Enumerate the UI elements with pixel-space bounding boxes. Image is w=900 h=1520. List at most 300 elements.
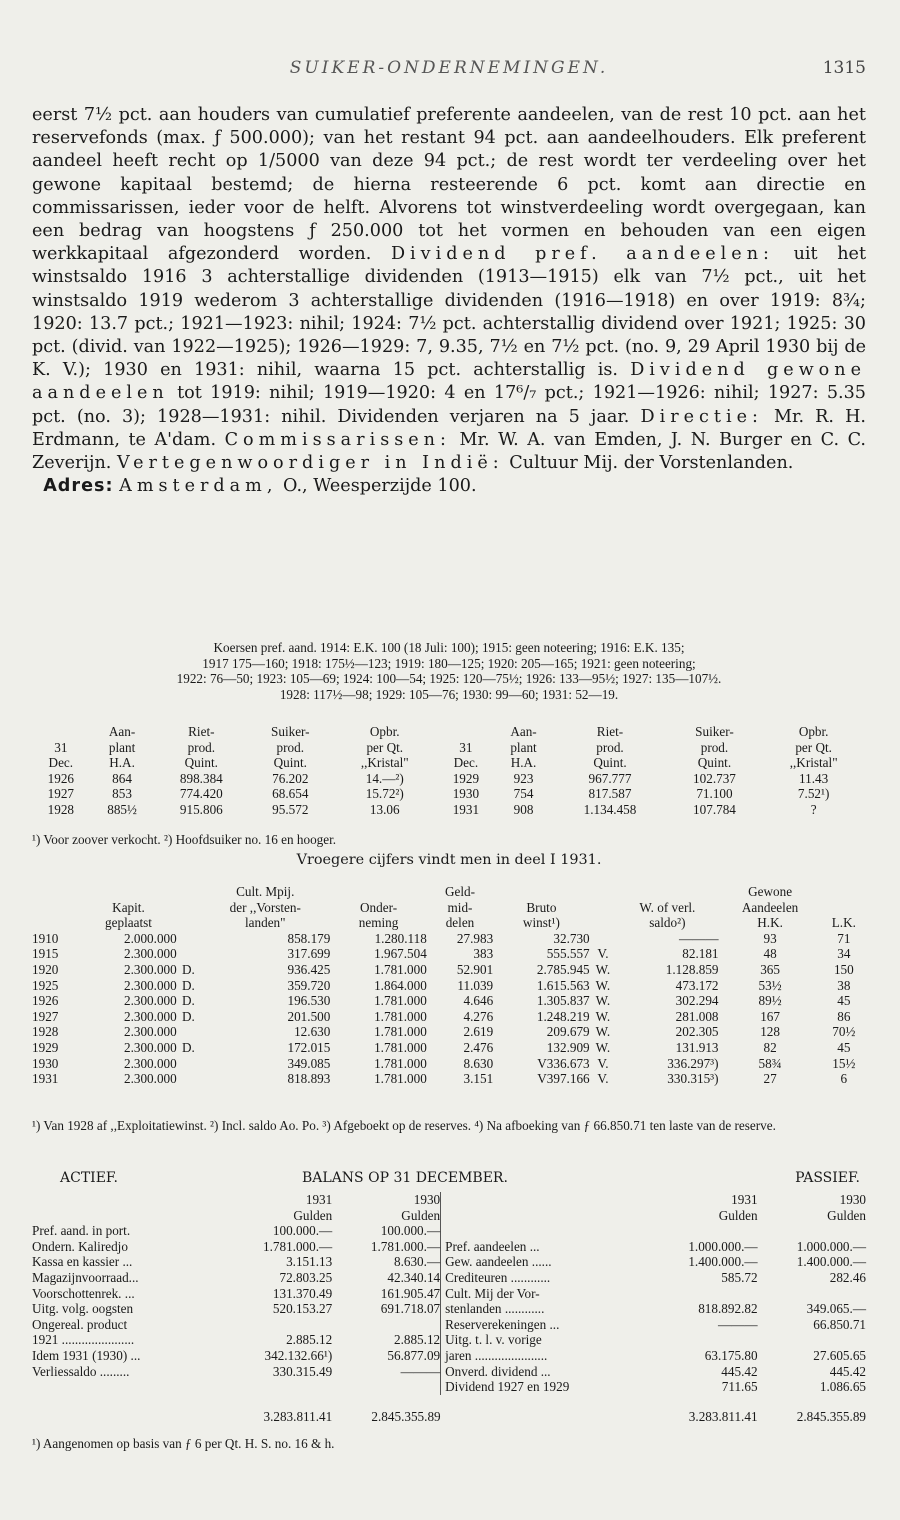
financial-row	[32, 1056, 866, 1072]
balance-row	[32, 1348, 866, 1364]
production-header-cell: prod.	[276, 739, 305, 755]
financial-cell: V.	[597, 1071, 609, 1087]
financial-cell: 858.179	[287, 930, 331, 946]
actief-value-1930: 56.877.09	[387, 1347, 441, 1363]
div-gew-label: Dividend gewone aandeelen	[32, 360, 867, 404]
financial-cell: ———	[678, 930, 719, 946]
actief-value-1930: 42.340.14	[387, 1269, 441, 1285]
actief-total-1931: 3.283.811.41	[263, 1408, 333, 1424]
actief-value-1930: 691.718.07	[380, 1301, 441, 1317]
year-label: 1931	[305, 1192, 333, 1207]
financial-header-cell	[32, 884, 80, 900]
financial-cell: 473.172	[675, 977, 719, 993]
actief-value-1930: 100.000.—	[380, 1223, 441, 1239]
financial-cell: 2.000.000	[123, 930, 177, 946]
year-label: 1930	[839, 1192, 866, 1207]
financial-cell: 1.864.000	[374, 977, 427, 993]
production-row	[32, 802, 866, 818]
page-number: 1315	[822, 58, 866, 78]
passief-value-1931: 818.892.82	[698, 1301, 758, 1317]
production-footnote: ¹) Voor zoover verkocht. ²) Hoofdsuiker no. 16 en hooger.	[32, 832, 337, 847]
financial-cell: 2.300.000	[123, 1024, 177, 1040]
production-header-cell: Suiker-	[695, 724, 734, 739]
passief-total-1931: 3.283.811.41	[688, 1408, 758, 1424]
financial-cell: 2.300.000	[123, 1071, 177, 1087]
actief-item: Voorschottenrek. ...	[32, 1285, 135, 1301]
financial-cell: 1.248.219	[536, 1008, 590, 1024]
production-cell: 898.384	[179, 770, 223, 786]
financial-header-cell	[616, 884, 718, 900]
balance-sheet	[32, 1192, 866, 1424]
production-cell: 7.52¹)	[797, 786, 830, 802]
financial-cell: 38	[837, 977, 851, 993]
financial-row	[32, 946, 866, 962]
financial-cell: 1.781.000	[374, 1039, 427, 1055]
financial-cell: 71	[837, 930, 851, 946]
koersen-line: 1917 175—160; 1918: 175½—123; 1919: 180—125; 1920: 205—165; 1921: geen noteering;	[202, 655, 696, 671]
financial-header-cell: neming	[358, 915, 399, 931]
financial-cell: 1.128.859	[665, 961, 719, 977]
production-cell: 1929	[452, 770, 480, 786]
production-cell: 1926	[47, 770, 74, 786]
financial-row	[32, 962, 866, 978]
financial-cell: 2.785.945	[536, 961, 590, 977]
financial-cell	[177, 946, 200, 962]
financial-cell: 2.300.000	[123, 1008, 177, 1024]
financial-row	[32, 1071, 866, 1087]
actief-value-1931: 3.151.13	[286, 1254, 333, 1270]
financial-cell: V336.673	[537, 1055, 590, 1071]
financial-header-cell	[590, 915, 617, 931]
passief-item: Cult. Mij der Vor-	[441, 1286, 650, 1302]
balance-row	[32, 1270, 866, 1286]
financial-cell: 1925	[32, 977, 59, 993]
passief-value-1930	[758, 1332, 866, 1348]
production-header-cell: Riet-	[188, 724, 215, 739]
financial-header-cell: geplaatst	[105, 915, 152, 931]
production-cell: 1931	[452, 801, 480, 817]
financial-cell: 1.967.504	[374, 946, 427, 962]
actief-value-1931: 131.370.49	[272, 1285, 333, 1301]
actief-value-1930: 8.630.—	[393, 1254, 441, 1270]
financial-row	[32, 1040, 866, 1056]
financial-header-row	[32, 884, 866, 900]
financial-cell: 202.305	[675, 1024, 719, 1040]
financial-header-cell: W. of verl.	[639, 899, 696, 915]
financial-header-cell	[822, 884, 866, 900]
financial-cell	[590, 931, 617, 947]
financial-header-cell: L.K.	[831, 915, 856, 931]
financial-cell: 167	[760, 1008, 780, 1024]
financial-header-row	[32, 915, 866, 931]
financial-cell: 27	[763, 1071, 777, 1087]
adres-city: Amsterdam,	[119, 476, 278, 497]
commissarissen-text: Mr. W. A. van Emden, J. N. Burger en C. C. Zeverijn.	[32, 429, 867, 474]
production-header-cell: plant	[108, 739, 136, 755]
production-cell: 774.420	[179, 786, 223, 802]
koersen-line: 1922: 76—50; 1923: 105—69; 1924: 100—54; 1925: 120—75½; 1926: 133—95½; 1927: 135—107½.	[176, 671, 722, 687]
financial-header-cell: Bruto	[526, 899, 557, 915]
production-header-cell	[437, 724, 495, 740]
production-header-cell: Opbr.	[798, 724, 829, 739]
adres-line	[32, 475, 866, 498]
production-header-cell: Dec.	[48, 755, 74, 771]
financial-cell: 349.085	[287, 1055, 331, 1071]
passief-item: Reserverekeningen ...	[441, 1317, 650, 1333]
passief-value-1931: 1.000.000.—	[688, 1238, 758, 1254]
financial-cell: 2.300.000	[123, 977, 177, 993]
financial-cell: V.	[597, 1055, 609, 1071]
production-header-cell: 31	[459, 739, 473, 755]
production-cell: 1927	[47, 786, 74, 802]
financial-cell: 936.425	[287, 961, 331, 977]
actief-value-1931: 72.803.25	[279, 1269, 333, 1285]
passief-value-1930: 1.086.65	[819, 1379, 866, 1395]
financial-cell: W.	[595, 1024, 611, 1040]
balance-year-row	[32, 1192, 866, 1208]
financial-cell: 58¾	[758, 1055, 782, 1071]
verjaren-text: Dividenden verjaren na 5 jaar.	[337, 406, 630, 427]
financial-cell: W.	[595, 1008, 611, 1024]
financial-cell: 365	[760, 961, 780, 977]
financial-header-cell: mid-	[447, 899, 473, 915]
financial-cell: D.	[182, 977, 195, 993]
financial-row	[32, 931, 866, 947]
passief-value-1931: 585.72	[721, 1269, 758, 1285]
financial-header-cell	[177, 884, 200, 900]
balance-unit-row	[32, 1208, 866, 1224]
financial-header-cell: Gewone	[748, 884, 793, 899]
financial-cell: 1926	[32, 993, 59, 1009]
production-header-cell	[32, 724, 90, 740]
financial-cell: 1910	[32, 930, 59, 946]
financial-cell: 2.300.000	[123, 961, 177, 977]
actief-value-1931	[224, 1317, 332, 1333]
actief-value-1930: 1.781.000.—	[370, 1238, 441, 1254]
financial-header-cell: winst¹)	[522, 915, 560, 931]
production-header-row	[32, 755, 866, 771]
balance-row	[32, 1223, 866, 1239]
financial-cell: 1915	[32, 946, 59, 962]
statute-paragraph	[32, 104, 866, 475]
production-header-cell: Quint.	[593, 755, 627, 771]
production-cell: 15.72²)	[365, 786, 404, 802]
production-cell: 864	[112, 770, 132, 786]
actief-item: Magazijnvoorraad...	[32, 1269, 139, 1285]
financial-cell	[177, 1071, 200, 1087]
actief-value-1931: 520.153.27	[272, 1301, 333, 1317]
financial-cell: 2.300.000	[123, 1055, 177, 1071]
passief-item: Uitg. t. l. v. vorige	[441, 1332, 650, 1348]
financial-header-cell: delen	[445, 915, 475, 931]
financial-cell: D.	[182, 961, 195, 977]
actief-value-1930: ———	[400, 1363, 441, 1379]
year-label: 1930	[413, 1192, 441, 1207]
financial-cell: 48	[763, 946, 777, 962]
financial-cell: 1.305.837	[536, 993, 590, 1009]
passief-value-1930: 282.46	[829, 1269, 866, 1285]
financial-cell: 82.181	[682, 946, 719, 962]
production-header-cell: Suiker-	[271, 724, 310, 739]
financial-footnote: ¹) Van 1928 af ,,Exploitatiewinst. ²) Incl. saldo Ao. Po. ³) Afgeboekt op de reserves. ⁴) Na afboeking van ƒ 66.850.71 ten laste van de reserve.	[32, 1118, 776, 1133]
passief-item: Onverd. dividend ...	[441, 1364, 650, 1380]
vertegenwoordiger-label: Vertegenwoordiger in Indië:	[117, 453, 504, 474]
actief-value-1931: 2.885.12	[286, 1332, 333, 1348]
passief-value-1931	[649, 1286, 757, 1302]
passief-value-1931: ———	[717, 1316, 758, 1332]
financial-header-cell: Geld-	[444, 884, 475, 899]
financial-cell: 82	[763, 1039, 777, 1055]
actief-total-1930: 2.845.355.89	[371, 1408, 441, 1424]
financial-cell	[177, 931, 200, 947]
running-title: SUIKER-ONDERNEMINGEN.	[289, 58, 609, 78]
production-cell: 68.654	[272, 786, 309, 802]
koersen-block	[32, 640, 866, 702]
financial-cell: 383	[473, 946, 494, 962]
actief-item: Verliessaldo .........	[32, 1363, 130, 1379]
div-pref-text: uit het winstsaldo 1916 3 achterstallige dividenden (1913—1915) elk van 7½ pct., uit het winstsaldo 1919 wederom 3 achterstallige dividenden (1916—1918) en over 1919: 8¾; 1920: 13.7 pct.; 1921—1923: nihil; 1924: 7½ pct. achterstallig dividend over 1921; 1925: 30 pct. (divid. van 1922—1925); 1926—1929: 7, 9.35, 7½ en 7½ pct. (no. 9, 29 April 1930 bij de K. V.); 1930 en 1931: nihil, waarna 15 pct. achterstallig is.	[32, 244, 867, 381]
financial-cell	[177, 1024, 200, 1040]
actief-value-1930: 2.885.12	[393, 1332, 441, 1348]
spacer-cell	[441, 1395, 650, 1425]
passief-value-1930	[758, 1223, 866, 1239]
financial-cell: 53½	[758, 977, 782, 993]
production-header-cell: ,,Kristal"	[789, 755, 838, 771]
financial-cell: 281.008	[675, 1008, 719, 1024]
production-header-cell: prod.	[187, 739, 216, 755]
financial-header-cell	[32, 900, 80, 916]
actief-value-1931: 330.315.49	[272, 1363, 333, 1379]
financial-header-cell: Aandeelen	[741, 899, 799, 915]
koersen-line: 1928: 117½—98; 1929: 105—76; 1930: 99—60; 1931: 52—19.	[279, 686, 619, 702]
passief-title: PASSIEF.	[795, 1170, 860, 1186]
actief-value-1930: 161.905.47	[380, 1285, 441, 1301]
financial-cell: 131.913	[675, 1039, 719, 1055]
financial-cell: 132.909	[546, 1039, 590, 1055]
financial-cell: W.	[595, 1039, 611, 1055]
production-cell: 1930	[452, 786, 480, 802]
production-row	[32, 771, 866, 787]
financial-header-cell: der ,,Vorsten-	[229, 899, 301, 915]
financial-cell: 12.630	[294, 1024, 331, 1040]
financial-header-cell	[32, 915, 80, 931]
production-table	[32, 724, 866, 818]
passief-item: Pref. aandeelen ...	[441, 1239, 650, 1255]
balance-row	[32, 1332, 866, 1348]
financial-cell: 201.500	[287, 1008, 331, 1024]
balance-row	[32, 1286, 866, 1302]
passief-value-1930	[758, 1286, 866, 1302]
financial-cell: 1.781.000	[374, 961, 427, 977]
production-header-row	[32, 740, 866, 756]
production-cell: 885½	[107, 801, 137, 817]
financial-cell: W.	[595, 993, 611, 1009]
body-text	[32, 104, 866, 498]
production-cell: 853	[112, 786, 132, 802]
spacer-cell	[224, 1379, 332, 1395]
financial-cell: 317.699	[287, 946, 331, 962]
actief-item: Kassa en kassier ...	[32, 1254, 133, 1270]
financial-cell: 3.151	[463, 1071, 494, 1087]
passief-item: jaren ......................	[441, 1348, 650, 1364]
financial-cell: 4.646	[463, 993, 494, 1009]
actief-value-1931: 342.132.66¹)	[264, 1347, 333, 1363]
actief-value-1931: 1.781.000.—	[262, 1238, 333, 1254]
actief-item: Pref. aand. in port.	[32, 1223, 131, 1239]
financial-cell: 2.300.000	[123, 1039, 177, 1055]
production-header-row	[32, 724, 866, 740]
financial-cell: 89½	[758, 993, 782, 1009]
production-header-cell: per Qt.	[366, 739, 404, 755]
financial-row	[32, 978, 866, 994]
financial-row	[32, 1009, 866, 1025]
production-cell: 967.777	[588, 770, 632, 786]
passief-value-1931: 711.65	[721, 1379, 758, 1395]
production-cell: 107.784	[693, 801, 736, 817]
passief-item: Dividend 1927 en 1929	[441, 1379, 650, 1395]
production-cell: 11.43	[799, 770, 829, 786]
production-header-cell: Riet-	[596, 724, 624, 739]
balance-row	[32, 1239, 866, 1255]
financial-cell: 4.276	[463, 1008, 494, 1024]
production-header-cell: Dec.	[453, 755, 479, 771]
balance-row	[32, 1379, 866, 1395]
passief-value-1931: 445.42	[721, 1363, 758, 1379]
balance-row	[32, 1301, 866, 1317]
financial-header-cell	[822, 900, 866, 916]
actief-item: Ongereal. product	[32, 1316, 128, 1332]
financial-cell: 6	[840, 1071, 848, 1087]
financial-cell: 2.476	[463, 1039, 494, 1055]
production-cell: 14.—²)	[365, 770, 404, 786]
passief-item: Crediteuren ............	[441, 1270, 650, 1286]
financial-cell: D.	[182, 1039, 195, 1055]
production-header-cell: Opbr.	[369, 724, 400, 739]
adres-street: O., Weesperzijde 100.	[283, 476, 477, 497]
production-header-cell: Quint.	[184, 755, 218, 771]
running-header	[32, 0, 866, 78]
koersen-line: Koersen pref. aand. 1914: E.K. 100 (18 Juli: 100); 1915: geen noteering; 1916: E.K. 135;	[213, 640, 685, 655]
production-header-cell: ,,Kristal"	[360, 755, 409, 771]
financial-cell: 209.679	[546, 1024, 590, 1040]
balance-row	[32, 1364, 866, 1380]
actief-value-1930	[332, 1317, 440, 1333]
financial-cell: D.	[182, 993, 195, 1009]
financial-cell: 196.530	[287, 993, 331, 1009]
financial-header-cell	[493, 884, 589, 900]
profit-distribution-text: eerst 7½ pct. aan houders van cumulatief preferente aandeelen, van de rest 10 pct. aan het reservefonds (max. ƒ 500.000); van het restant 94 pct. aan aandeelhouders. Elk preferent aandeel heeft recht op 1/5000 van deze 94 pct.; de rest wordt ter verdeeling over het gewone kapitaal bestemd; de hierna resteerende 6 pct. komt aan directie en commissarissen, ieder voor de helft. Alvorens tot winstverdeeling wordt overgegaan, kan een bedrag van hoogstens ƒ 250.000 tot het vormen en behouden van een eigen werkkapitaal afgezonderd worden.	[32, 105, 866, 265]
div-gew-text: tot 1919: nihil; 1919—1920: 4 en 17⁶/₇ pct.; 1921—1926: nihil; 1927: 5.35 pct. (no. 3); 1928—1931: nihil.	[32, 383, 867, 427]
financial-cell: 86	[837, 1008, 851, 1024]
balance-row	[32, 1317, 866, 1333]
financial-cell: 150	[833, 961, 854, 977]
passief-value-1930: 1.400.000.—	[796, 1254, 866, 1270]
passief-value-1931	[649, 1223, 757, 1239]
passief-value-1930: 445.42	[829, 1363, 866, 1379]
commissarissen-label: Commissarissen:	[224, 429, 451, 450]
production-cell: 1.134.458	[583, 801, 637, 817]
financial-header-cell	[177, 900, 200, 916]
financial-cell: 818.893	[287, 1071, 331, 1087]
balance-footnote: ¹) Aangenomen op basis van ƒ 6 per Qt. H. S. no. 16 & h.	[32, 1436, 335, 1451]
production-header-cell: per Qt.	[795, 739, 832, 755]
directie-label: Directie:	[640, 406, 763, 427]
passief-item	[441, 1223, 650, 1239]
passief-value-1931: 1.400.000.—	[688, 1254, 758, 1270]
spacer-cell	[332, 1379, 440, 1395]
production-cell: 754	[513, 786, 534, 802]
production-cell: 102.737	[693, 770, 736, 786]
production-cell: 817.587	[588, 786, 632, 802]
production-header-cell: Quint.	[697, 755, 732, 771]
financial-cell: 34	[837, 946, 851, 962]
financial-cell: 93	[763, 930, 777, 946]
financial-cell: 172.015	[287, 1039, 331, 1055]
unit-label: Gulden	[718, 1207, 758, 1223]
financial-cell: 1931	[32, 1071, 59, 1087]
financial-header-cell	[590, 900, 617, 916]
financial-history-table	[32, 884, 866, 1087]
production-cell: 71.100	[696, 786, 733, 802]
financial-cell: 1.615.563	[536, 977, 590, 993]
financial-header-cell	[177, 915, 200, 931]
passief-value-1930: 27.605.65	[813, 1347, 866, 1363]
spacer-cell	[32, 1208, 224, 1224]
passief-value-1931: 63.175.80	[704, 1347, 758, 1363]
financial-cell: 1.781.000	[374, 1024, 427, 1040]
financial-cell: 1.280.118	[374, 930, 427, 946]
vertegenwoordiger-text: Cultuur Mij. der Vorstenlanden.	[509, 453, 794, 474]
financial-cell: 302.294	[675, 993, 719, 1009]
vroegere-cijfers-note: Vroegere cijfers vindt men in deel I 1931.	[296, 852, 602, 868]
financial-cell: 45	[837, 993, 851, 1009]
production-cell: 923	[513, 770, 534, 786]
production-header-cell: 31	[54, 739, 68, 755]
production-cell: 95.572	[272, 801, 309, 817]
financial-cell: 70½	[832, 1024, 856, 1040]
unit-label: Gulden	[401, 1207, 441, 1223]
financial-header-cell: landen"	[244, 915, 286, 931]
year-label: 1931	[731, 1192, 758, 1207]
production-header-cell: plant	[510, 739, 537, 755]
financial-cell: 1.781.000	[374, 1071, 427, 1087]
financial-row	[32, 993, 866, 1009]
actief-value-1931: 100.000.—	[272, 1223, 333, 1239]
financial-cell: 2.300.000	[123, 993, 177, 1009]
financial-cell: V397.166	[537, 1071, 590, 1087]
production-cell: 915.806	[179, 801, 223, 817]
financial-cell: W.	[595, 977, 611, 993]
passief-total-1930: 2.845.355.89	[796, 1408, 866, 1424]
spacer-cell	[441, 1208, 650, 1224]
financial-cell: V.	[597, 946, 609, 962]
financial-header-cell: Cult. Mpij.	[236, 884, 295, 899]
financial-cell	[177, 1056, 200, 1072]
financial-cell: W.	[595, 961, 611, 977]
production-cell: 908	[513, 801, 534, 817]
passief-value-1930: 1.000.000.—	[796, 1238, 866, 1254]
production-header-cell: H.A.	[109, 755, 135, 771]
financial-cell: 27.983	[456, 930, 494, 946]
spacer-cell	[441, 1192, 650, 1208]
financial-cell: 1.781.000	[374, 1008, 427, 1024]
financial-cell: 1927	[32, 1008, 59, 1024]
financial-cell: 1930	[32, 1055, 59, 1071]
financial-cell: 52.901	[456, 961, 494, 977]
financial-cell: 2.619	[463, 1024, 494, 1040]
unit-label: Gulden	[827, 1207, 866, 1223]
financial-cell: 8.630	[463, 1055, 494, 1071]
